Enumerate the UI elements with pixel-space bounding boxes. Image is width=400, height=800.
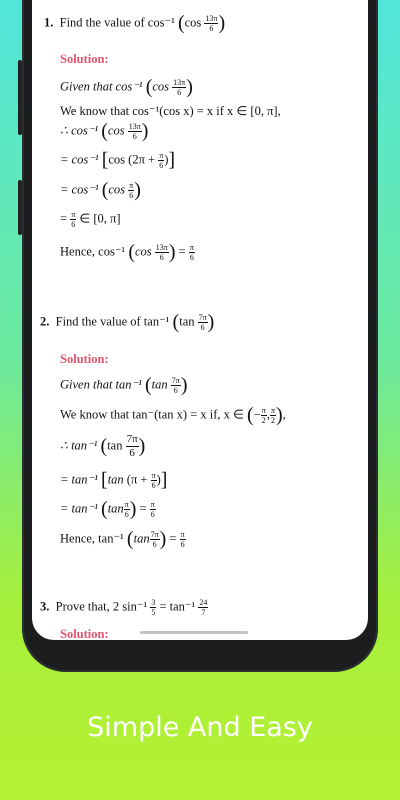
question-text: Find the value of tan⁻¹ (55, 314, 170, 329)
fraction: $\frac{13\pi}{6}$ (205, 14, 218, 33)
question-3: 3. Prove that, 2 sin⁻¹ $\frac{3}{5}$ = tan⁻¹ $\frac{24}{7}$ (40, 598, 208, 617)
question-number: 3. (40, 599, 50, 614)
phone-screen[interactable] (32, 0, 368, 640)
question-2: 2. Find the value of tan⁻¹ (tan $\frac{7\pi}{6}$ ) (40, 311, 215, 333)
question-1: 1. Find the value of cos⁻¹ (cos $\frac{13\pi}{6}$ ) (44, 12, 226, 34)
step-line: = tan⁻¹ [tan (π + $\frac{\pi}{6}$ )] (60, 469, 168, 491)
promo-caption: Simple And Easy (87, 712, 313, 743)
known-identity: We know that cos⁻¹(cos x) = x if x ∈ [0, π], (60, 104, 281, 118)
solution-label: Solution: (60, 52, 109, 66)
conclusion-line: Hence, cos⁻¹ (cos $\frac{13\pi}{6}$ ) = $\frac{\pi}{6}$ (60, 241, 194, 263)
given-line: Given that cos⁻¹ (cos $\frac{13\pi}{6}$ ) (60, 76, 193, 98)
question-number: 2. (40, 314, 50, 329)
phone-side-button (18, 60, 22, 135)
step-line: ∴ tan⁻¹ (tan $\frac{7\pi}{6}$ ) (60, 433, 146, 459)
step-line: = cos⁻¹ (cos $\frac{\pi}{6}$ ) (60, 179, 141, 201)
step-line: = tan⁻¹ (tan $\frac{\pi}{6}$ ) = $\frac{\pi}{6}$ (60, 498, 155, 520)
solution-label: Solution: (60, 627, 109, 640)
solution-label: Solution: (60, 352, 109, 366)
step-line: ∴ cos⁻¹ (cos $\frac{13\pi}{6}$ ) (60, 120, 149, 142)
question-number: 1. (44, 15, 54, 30)
conclusion-line: Hence, tan⁻¹ (tan $\frac{7\pi}{6}$ ) = $\frac{\pi}{6}$ (60, 528, 185, 550)
home-indicator[interactable] (140, 631, 248, 634)
question-text: Find the value of cos⁻¹ (59, 15, 175, 30)
given-line: Given that tan⁻¹ (tan $\frac{7\pi}{6}$ ) (60, 374, 188, 396)
phone-side-button (18, 180, 22, 235)
known-identity: We know that tan⁻(tan x) = x if, x ∈ (− $\frac{\pi}{2}$ , $\frac{\pi}{2}$ ), (60, 404, 286, 426)
step-line: = cos⁻¹ [cos (2π + $\frac{\pi}{6}$ )] (60, 149, 176, 171)
question-text: Prove that, 2 sin⁻¹ (55, 599, 148, 614)
step-line: = $\frac{\pi}{6}$ ∈ [0, π] (60, 210, 121, 229)
